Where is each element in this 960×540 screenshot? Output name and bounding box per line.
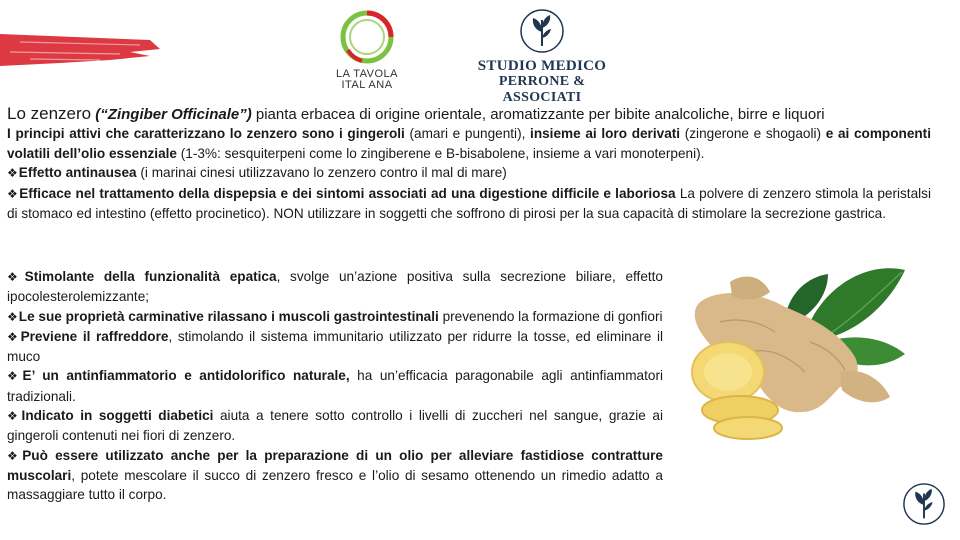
intro-description: pianta erbacea di origine orientale, aromatizzante per bibite analcoliche, birre e liquori	[251, 106, 825, 123]
bullet-item	[7, 163, 931, 183]
ginger-root-image	[690, 262, 912, 442]
bullet-bold: Effetto antinausea	[18, 165, 137, 181]
bullet-bold: Indicato in soggetti diabetici	[21, 408, 214, 424]
diamond-bullet-icon: ❖	[7, 409, 21, 424]
la-tavola-italiana-logo	[328, 8, 406, 96]
studio-logo-line1: STUDIO MEDICO	[477, 58, 607, 74]
bullet-item	[7, 406, 663, 446]
bullet-text: aiuta a tenere sotto controllo i livelli di zuccheri nel sangue, grazie ai gingeroli contenuti nei fiori di zenzero.	[7, 408, 663, 444]
tavola-logo-line1: LA TAVOLA	[336, 68, 398, 80]
diamond-bullet-icon: ❖	[7, 270, 24, 284]
bullet-text: , potete mescolare il succo di zenzero fresco e l’olio di sesamo ottenendo un rimedio adatto a massaggiare tutto il corpo.	[7, 467, 663, 503]
diamond-bullet-icon: ❖	[7, 329, 20, 344]
plant-sprout-icon	[902, 482, 946, 526]
principi-bold-1: I principi attivi che caratterizzano lo zenzero sono i gingeroli	[7, 126, 405, 142]
bullet-bold: Può essere utilizzato anche per la preparazione di un olio per alleviare fastidiose contratture muscolari	[7, 447, 663, 483]
page-title: Lo zenzero	[7, 104, 92, 123]
diamond-bullet-icon: ❖	[7, 309, 18, 324]
bullet-text: , svolge un’azione positiva sulla secrezione biliare, effetto ipocolesterolemizzante;	[7, 269, 663, 305]
bullet-text: prevenendo la formazione di gonfiori	[438, 308, 663, 324]
bullet-bold: Stimolante della funzionalità epatica	[24, 269, 277, 284]
bullet-item	[7, 366, 663, 406]
bullet-bold: Previene il raffreddore	[20, 328, 169, 344]
plant-sprout-icon	[519, 8, 565, 54]
diamond-bullet-icon: ❖	[7, 186, 19, 201]
principi-text-3: (1-3%: sesquiterpeni come lo zingiberene e B-bisabolene, insieme a vari monoterpeni).	[176, 145, 705, 161]
principi-text-1: (amari e pungenti),	[404, 126, 531, 142]
main-text-bottom	[7, 267, 663, 505]
studio-logo-line2: PERRONE & ASSOCIATI	[498, 74, 586, 105]
bullet-bold: E’ un antinfiammatorio e antidolorifico naturale,	[22, 368, 350, 384]
diamond-bullet-icon: ❖	[7, 369, 22, 384]
principi-bold-2: insieme ai loro derivati	[530, 126, 681, 142]
bullet-item	[7, 446, 663, 505]
bullet-text: La polvere di zenzero stimola la peristalsi di stomaco ed intestino (effetto procinetico). NON utilizzare in soggetti che soffrono di pirosi per la sua capacità di stimolare la secrezione gastrica.	[7, 185, 931, 222]
studio-medico-logo	[462, 8, 622, 105]
bullet-text: , stimolando il sistema immunitario utilizzato per ridurre la tosse, ed eliminare il muco	[7, 328, 663, 365]
latin-name: (“Zingiber Officinale”)	[95, 106, 252, 123]
bullet-item	[7, 307, 663, 327]
bullet-text: (i marinai cinesi utilizzavano lo zenzero contro il mal di mare)	[136, 165, 507, 181]
bullet-text: ha un’efficacia paragonabile agli antinfiammatori tradizionali.	[7, 368, 663, 404]
principi-bold-3: e ai componenti volatili dell’olio essenziale	[7, 126, 931, 161]
diamond-bullet-icon: ❖	[7, 448, 22, 463]
bullet-bold: Le sue proprietà carminative rilassano i muscoli gastrointestinali	[18, 308, 439, 324]
principi-paragraph	[7, 124, 931, 163]
intro-paragraph	[7, 104, 931, 124]
tavola-ring-icon	[338, 8, 396, 66]
main-text-top	[7, 104, 931, 223]
principi-text-2: (zingerone e shogaoli)	[680, 126, 826, 142]
bullet-item	[7, 327, 663, 367]
bullet-item	[7, 267, 663, 307]
tavola-logo-line2: ITAL ANA	[341, 79, 393, 91]
bullet-bold: Efficace nel trattamento della dispepsia e dei sintomi associati ad una digestione difficile e laboriosa	[19, 185, 676, 201]
red-brush-stroke-decoration	[0, 30, 160, 68]
diamond-bullet-icon: ❖	[7, 166, 18, 181]
bullet-item	[7, 184, 931, 224]
